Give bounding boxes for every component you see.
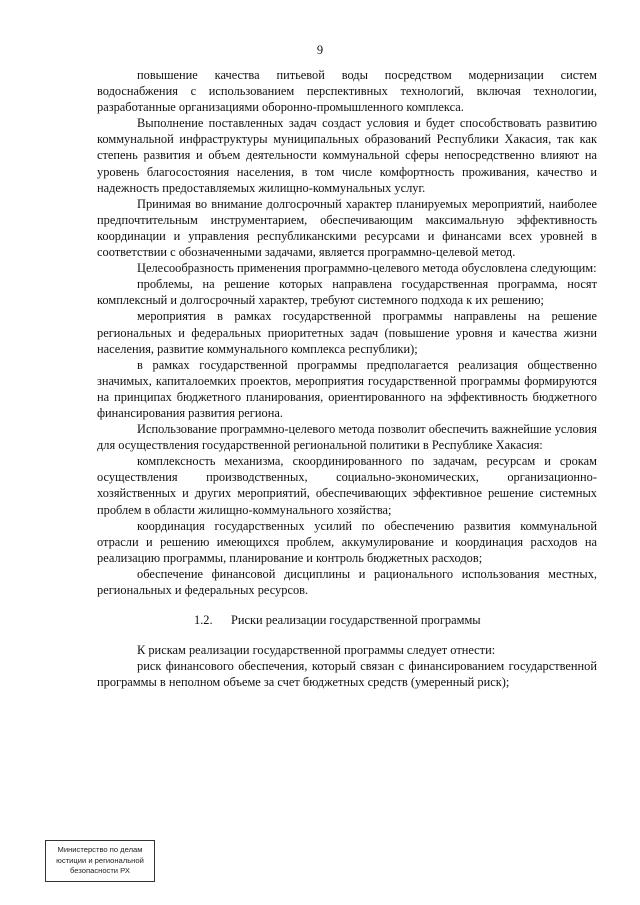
paragraph-capital-projects: в рамках государственной программы предполагается реализация общественно значимых, капиталоемких проектов, мероприятия государственной программы формируются на принципах бюджетного планирования, ориентированного на эффективность бюджетного финансирования развития региона.	[97, 357, 597, 420]
paragraph-financial-discipline: обеспечение финансовой дисциплины и рационального использования местных, региональных и федеральных ресурсов.	[97, 566, 597, 597]
paragraph-mechanism-complexity: комплексность механизма, скоординированного по задачам, ресурсам и срокам осуществления производственных, социально-экономических, организационно-хозяйственных и других мероприятий, обеспечивающих эффективное решение системных проблем в области жилищно-коммунального хозяйства;	[97, 454, 597, 517]
stamp-line-2: юстиции и региональной	[56, 855, 144, 865]
paragraph-coordination: координация государственных усилий по обеспечению развития коммунальной отрасли и решению имеющихся проблем, аккумулирование и координация расходов на реализацию программы, планирование и контроль бюджетных расходов;	[97, 518, 597, 565]
paragraph-method-justification: Целесообразность применения программно-целевого метода обусловлена следующим:	[137, 261, 597, 276]
section-title: Риски реализации государственной программы	[231, 613, 481, 628]
section-number: 1.2.	[194, 613, 213, 628]
paragraph-financial-risk: риск финансового обеспечения, который связан с финансированием государственной программы в неполном объеме за счет бюджетных средств (умеренный риск);	[97, 659, 597, 690]
stamp-line-1: Министерство по делам	[57, 845, 143, 854]
ministry-stamp	[45, 840, 155, 882]
stamp-line-3: безопасности РХ	[70, 866, 130, 875]
document-body	[97, 67, 597, 690]
paragraph-risks-intro: К рискам реализации государственной программы следует отнести:	[137, 643, 496, 658]
paragraph-priority-tasks: мероприятия в рамках государственной программы направлены на решение региональных и федеральных приоритетных задач (повышение уровня и качества жизни населения, развитие коммунального комплекса республики);	[97, 309, 597, 356]
paragraph-water-quality: повышение качества питьевой воды посредством модернизации систем водоснабжения с использованием перспективных технологий, включая технологии, разработанные организациями оборонно-промышленного комплекса.	[97, 68, 597, 115]
paragraph-method-usage: Использование программно-целевого метода позволит обеспечить важнейшие условия для осуществления государственной региональной политики в Республике Хакасия:	[97, 422, 597, 453]
section-heading	[97, 612, 597, 628]
page-number: 9	[316, 43, 324, 57]
paragraph-problems-complex: проблемы, на решение которых направлена государственная программа, носят комплексный и долгосрочный характер, требуют системного подхода к их решению;	[97, 277, 597, 308]
paragraph-long-term-character: Принимая во внимание долгосрочный характер планируемых мероприятий, наиболее предпочтительным инструментарием, обеспечивающим максимальную эффективность координации и управления республиканскими ресурсами и финансами всех уровней в соответствии с обозначенными задачами, является программно-целевой метод.	[97, 196, 597, 260]
paragraph-tasks-result: Выполнение поставленных задач создаст условия и будет способствовать развитию коммунальной инфраструктуры муниципальных образований Республики Хакасия, так как степень развития и объем деятельности коммунальной сферы непосредственно влияют на уровень благосостояния населения, в том числе комфортность проживания, качество и надежность предоставляемых жилищно-коммунальных услуг.	[97, 116, 597, 195]
